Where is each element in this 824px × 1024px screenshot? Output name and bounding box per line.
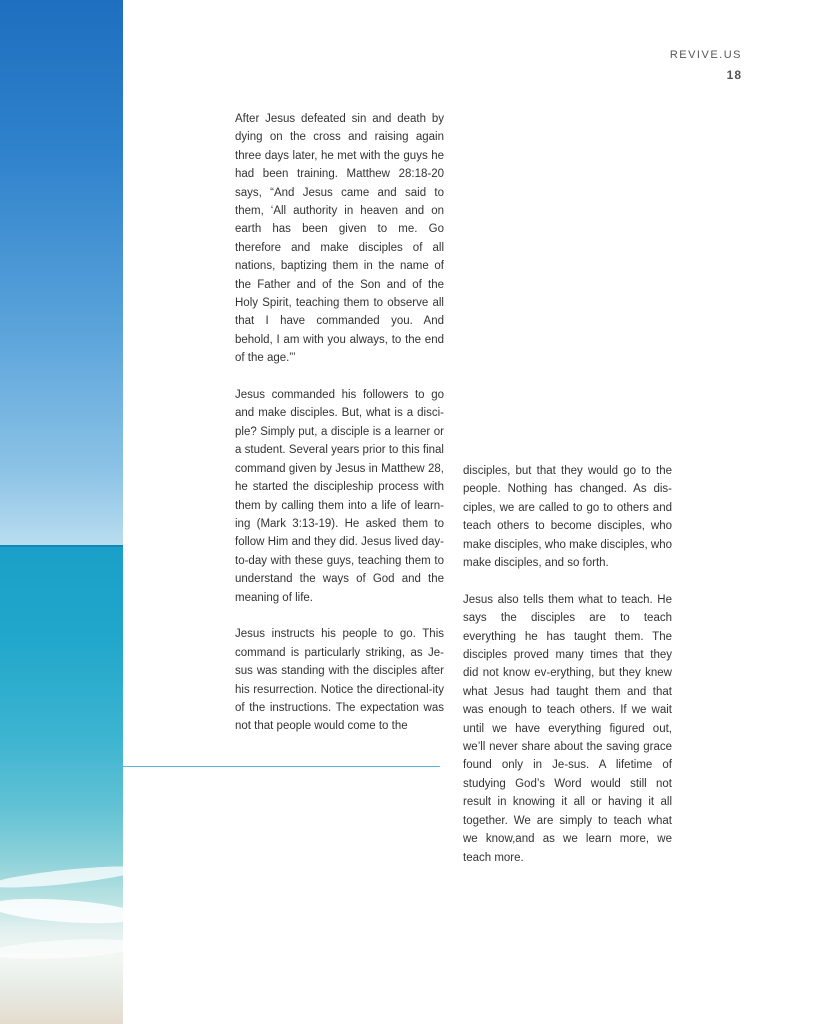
right-text-column: [463, 462, 672, 885]
paragraph: disciples, but that they would go to the people. Nothing has changed. As dis-ciples, we are called to go to others and teach others to become disciples, who make disciples, who make disciples, who make disciples, and so forth.: [463, 465, 673, 570]
paragraph: Jesus instructs his people to go. This command is particularly striking, as Je-sus was standing with the disciples after his resurrection. Notice the directional-ity of the instructions. The expectation was not that people would come to the: [235, 628, 444, 733]
accent-divider: [0, 766, 440, 767]
site-name: REVIVE.US: [669, 49, 742, 61]
paragraph: Jesus also tells them what to teach. He says the disciples are to teach everything he has taught them. The disciples proved many times that they did not know ev-erything, but they knew what Jesus had taught them and that was enough to teach others. If we wait until we have everything figured out, we’ll never share about the saving grace found only in Je-sus. A lifetime of studying God’s Word would still not result in knowing it all or having it all together. We are simply to teach what we know,and as we learn more, we teach more.: [463, 593, 672, 864]
paragraph: Jesus commanded his followers to go and make disciples. But, what is a disci-ple? Simply put, a disciple is a learner or a student. Several years prior to this final command given by Jesus in Matthew 28, he started the discipleship process with them by calling them into a life of learn-ing (Mark 3:13-19). He asked them to follow Him and they did. Jesus lived day-to-day with these guys, teaching them to understand the ways of God and the meaning of life.: [235, 389, 444, 604]
paragraph: After Jesus defeated sin and death by dying on the cross and raising again three days later, he met with the guys he had been training. Matthew 28:18-20 says, “And Jesus came and said to them, ‘All authority in heaven and on earth has been given to me. Go therefore and make disciples of all nations, baptizing them in the name of the Father and of the Son and of the Holy Spirit, teaching them to observe all that I have commanded you. And behold, I am with you always, to the end of the age.”’: [235, 113, 444, 365]
left-text-column: [235, 110, 444, 754]
horizon-line: [0, 545, 123, 547]
page-header: [670, 47, 742, 85]
page-number: 18: [726, 68, 742, 82]
ocean-photo-strip: [0, 0, 123, 1024]
